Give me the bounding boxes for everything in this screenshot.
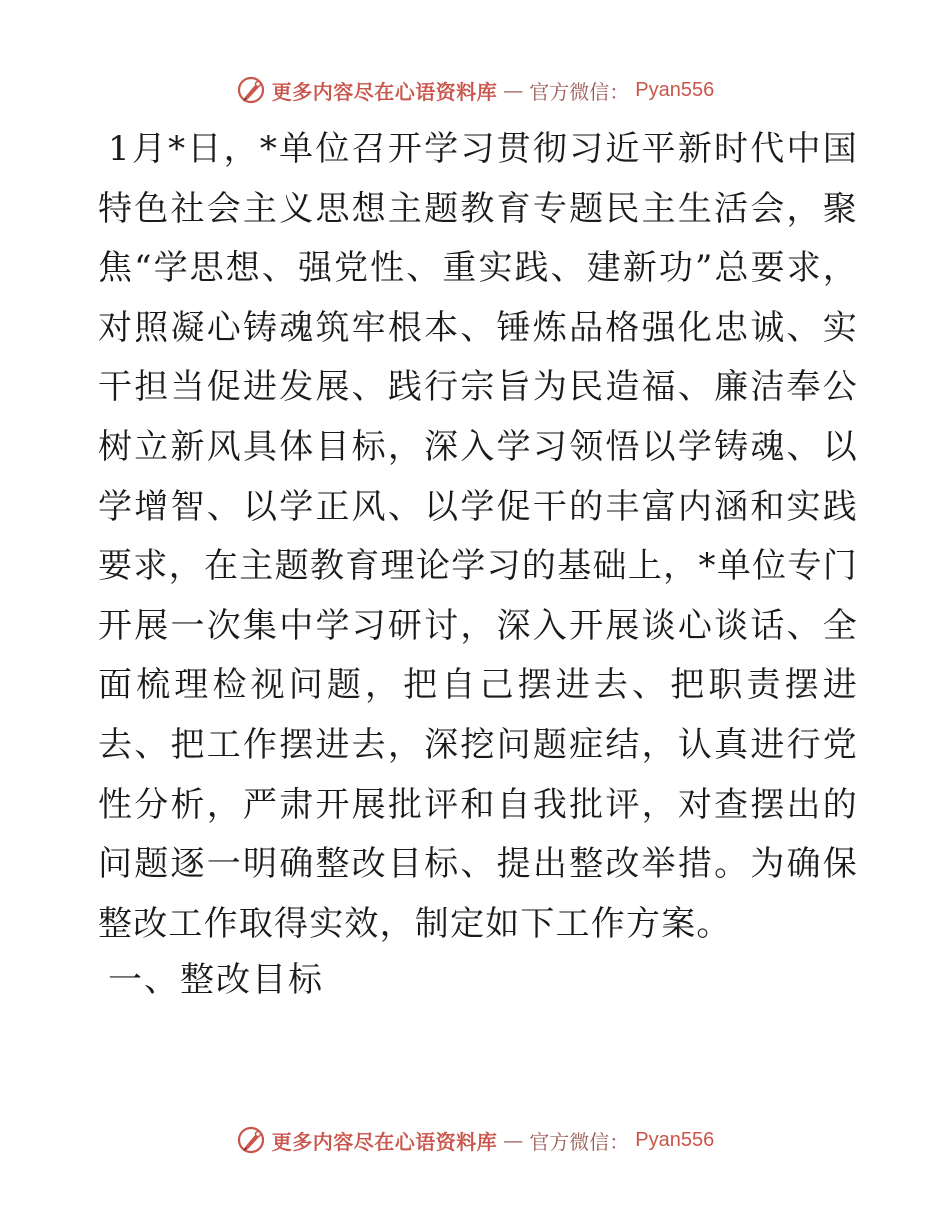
watermark-wechat-id: Pyan556 (635, 78, 715, 101)
watermark-separator: — (503, 78, 524, 102)
pen-circle-logo-icon (236, 1125, 266, 1155)
watermark-wechat-label: 官方微信： (529, 79, 630, 104)
watermark-brand-text: 更多内容尽在心语资料库 (271, 1129, 498, 1154)
watermark-brand-text: 更多内容尽在心语资料库 (271, 79, 498, 104)
watermark-separator: — (503, 1128, 524, 1152)
watermark-wechat-id: Pyan556 (635, 1128, 715, 1151)
section-heading: 一、整改目标 (108, 960, 324, 1000)
intro-paragraph: 1月*日，*单位召开学习贯彻习近平新时代中国特色社会主义思想主题教育专题民主生活会，聚焦“学思想、强党性、重实践、建新功”总要求，对照凝心铸魂筑牢根本、锤炼品格强化忠诚、实干担当促进发展、践行宗旨为民造福、廉洁奉公树立新风具体目标，深入学习领悟以学铸魂、以学增智、以学正风、以学促干的丰富内涵和实践要求，在主题教育理论学习的基础上，*单位专门开展一次集中学习研讨，深入开展谈心谈话、全面梳理检视问题，把自己摆进去、把职责摆进去、把工作摆进去，深挖问题症结，认真进行党性分析，严肃开展批评和自我批评，对查摆出的问题逐一明确整改目标、提出整改举措。为确保整改工作取得实效，制定如下工作方案。 (98, 129, 858, 944)
footer-watermark (0, 1120, 950, 1160)
header-watermark (0, 70, 950, 110)
document-body (98, 120, 858, 954)
pen-circle-logo-icon (236, 75, 266, 105)
watermark-wechat-label: 官方微信： (529, 1129, 630, 1154)
